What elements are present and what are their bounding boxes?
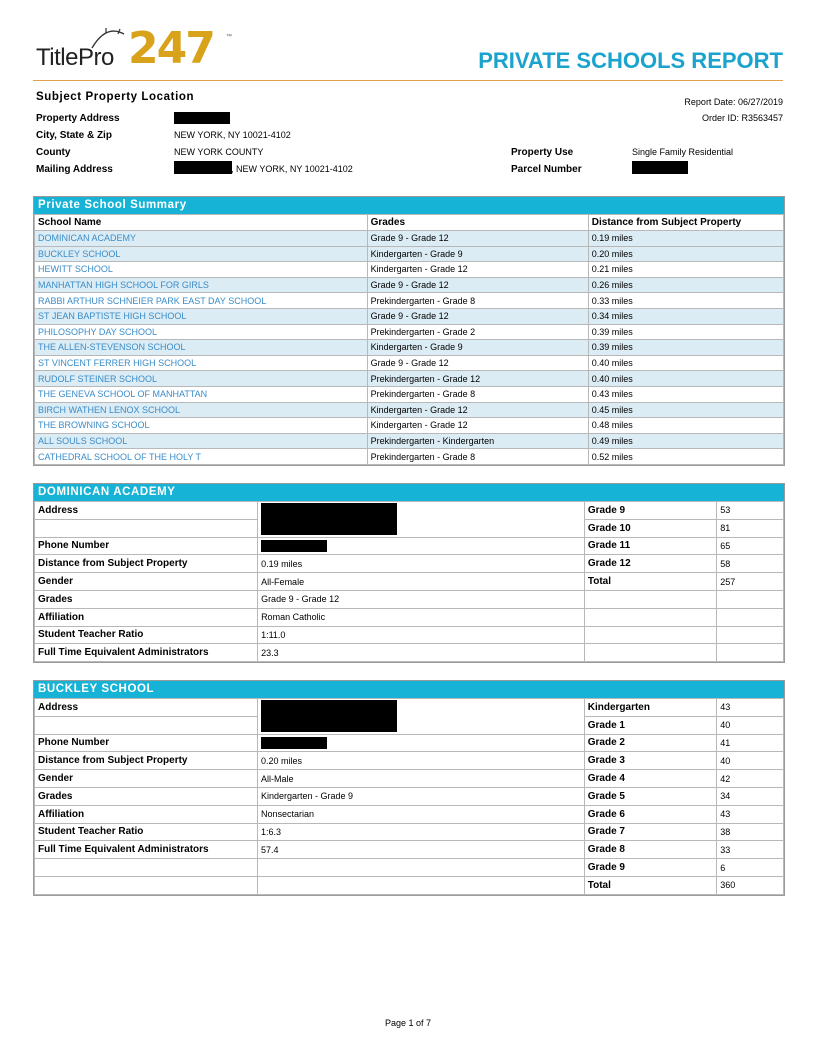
detail-row	[35, 644, 784, 662]
distance-cell: 0.43 miles	[588, 386, 783, 402]
grades-cell: Prekindergarten - Grade 2	[367, 324, 588, 340]
distance-label: Distance from Subject Property	[35, 752, 258, 770]
affiliation-label: Affiliation	[35, 608, 258, 626]
summary-header-row	[35, 215, 784, 231]
grades-cell: Kindergarten - Grade 9	[367, 246, 588, 262]
parcel-number-redacted	[632, 161, 688, 174]
grades-cell: Prekindergarten - Kindergarten	[367, 433, 588, 449]
mailing-address-value: , NEW YORK, NY 10021-4102	[231, 164, 353, 174]
enrollment-count: 34	[717, 787, 784, 805]
property-use-label: Property Use	[511, 147, 574, 158]
logo-trademark: ™	[226, 34, 232, 40]
school-name-link[interactable]: BUCKLEY SCHOOL	[35, 246, 368, 262]
subject-section-title: Subject Property Location	[36, 91, 195, 103]
address-redacted-cell	[258, 502, 585, 538]
school-name-link[interactable]: MANHATTAN HIGH SCHOOL FOR GIRLS	[35, 277, 368, 293]
address-redacted-cell	[258, 699, 585, 735]
table-row	[35, 262, 784, 278]
distance-cell: 0.21 miles	[588, 262, 783, 278]
county-value: NEW YORK COUNTY	[174, 147, 264, 157]
phone-cell	[258, 734, 585, 752]
school-name-link[interactable]: ST JEAN BAPTISTE HIGH SCHOOL	[35, 308, 368, 324]
admins-label: Full Time Equivalent Administrators	[35, 644, 258, 662]
enrollment-total: 257	[717, 573, 784, 591]
column-header-distance: Distance from Subject Property	[588, 215, 783, 231]
enrollment-count: 58	[717, 555, 784, 573]
column-header-school-name: School Name	[35, 215, 368, 231]
gender-label: Gender	[35, 573, 258, 591]
titlepro247-logo	[36, 24, 236, 76]
gender-value: All-Male	[258, 770, 585, 788]
order-id: Order ID: R3563457	[701, 113, 783, 123]
detail-row	[35, 770, 784, 788]
city-state-zip-value: NEW YORK, NY 10021-4102	[174, 130, 291, 140]
detail-row	[35, 841, 784, 859]
distance-cell: 0.33 miles	[588, 293, 783, 309]
school-name-link[interactable]: PHILOSOPHY DAY SCHOOL	[35, 324, 368, 340]
summary-table-title: Private School Summary	[34, 197, 784, 214]
enrollment-grade-label: Grade 7	[584, 823, 717, 841]
admins-value: 23.3	[258, 644, 585, 662]
distance-cell: 0.39 miles	[588, 340, 783, 356]
affiliation-value: Roman Catholic	[258, 608, 585, 626]
grades-cell: Grade 9 - Grade 12	[367, 355, 588, 371]
private-school-summary-table	[33, 196, 785, 466]
empty-cell	[717, 644, 784, 662]
enrollment-grade-label: Grade 1	[584, 716, 717, 734]
grades-cell: Grade 9 - Grade 12	[367, 231, 588, 247]
grades-label: Grades	[35, 787, 258, 805]
enrollment-total: 360	[717, 876, 784, 894]
enrollment-count: 43	[717, 699, 784, 717]
enrollment-grade-label: Grade 2	[584, 734, 717, 752]
empty-cell	[35, 519, 258, 537]
detail-row	[35, 699, 784, 717]
enrollment-grade-label: Grade 8	[584, 841, 717, 859]
parcel-number-label: Parcel Number	[511, 164, 582, 175]
distance-cell: 0.40 miles	[588, 371, 783, 387]
enrollment-count: 40	[717, 752, 784, 770]
school-name-link[interactable]: ST VINCENT FERRER HIGH SCHOOL	[35, 355, 368, 371]
enrollment-grade-label: Grade 9	[584, 859, 717, 877]
school-detail-title: DOMINICAN ACADEMY	[34, 484, 784, 501]
table-row	[35, 402, 784, 418]
grades-cell: Grade 9 - Grade 12	[367, 277, 588, 293]
grades-cell: Kindergarten - Grade 12	[367, 402, 588, 418]
detail-row	[35, 787, 784, 805]
empty-cell	[717, 626, 784, 644]
school-name-link[interactable]: CATHEDRAL SCHOOL OF THE HOLY T	[35, 449, 368, 465]
enrollment-count: 33	[717, 841, 784, 859]
ratio-label: Student Teacher Ratio	[35, 626, 258, 644]
school-name-link[interactable]: THE GENEVA SCHOOL OF MANHATTAN	[35, 386, 368, 402]
grades-cell: Kindergarten - Grade 12	[367, 418, 588, 434]
table-row	[35, 340, 784, 356]
enrollment-count: 40	[717, 716, 784, 734]
property-use-value: Single Family Residential	[632, 147, 734, 157]
affiliation-value: Nonsectarian	[258, 805, 585, 823]
grades-value: Grade 9 - Grade 12	[258, 590, 585, 608]
address-redaction	[261, 700, 397, 732]
grades-cell: Kindergarten - Grade 12	[367, 262, 588, 278]
distance-value: 0.19 miles	[258, 555, 585, 573]
detail-row	[35, 502, 784, 520]
enrollment-grade-label: Grade 10	[584, 519, 716, 537]
county-label: County	[36, 147, 71, 158]
table-row	[35, 449, 784, 465]
grades-cell: Prekindergarten - Grade 12	[367, 371, 588, 387]
grades-value: Kindergarten - Grade 9	[258, 787, 585, 805]
gender-label: Gender	[35, 770, 258, 788]
gender-value: All-Female	[258, 573, 585, 591]
enrollment-grade-label: Kindergarten	[584, 699, 717, 717]
grades-cell: Grade 9 - Grade 12	[367, 308, 588, 324]
phone-redaction	[261, 737, 327, 749]
table-row	[35, 371, 784, 387]
detail-row	[35, 752, 784, 770]
detail-row	[35, 805, 784, 823]
detail-row	[35, 823, 784, 841]
empty-cell	[35, 859, 258, 877]
detail-row	[35, 734, 784, 752]
detail-row	[35, 876, 784, 894]
table-row	[35, 386, 784, 402]
enrollment-count: 6	[717, 859, 784, 877]
school-detail-dominican-academy	[33, 483, 785, 663]
school-name-link[interactable]: BIRCH WATHEN LENOX SCHOOL	[35, 402, 368, 418]
school-name-link[interactable]: RABBI ARTHUR SCHNEIER PARK EAST DAY SCHOOL	[35, 293, 368, 309]
grades-cell: Prekindergarten - Grade 8	[367, 449, 588, 465]
grades-label: Grades	[35, 590, 258, 608]
distance-cell: 0.49 miles	[588, 433, 783, 449]
grades-cell: Prekindergarten - Grade 8	[367, 386, 588, 402]
detail-row	[35, 859, 784, 877]
distance-cell: 0.34 miles	[588, 308, 783, 324]
empty-cell	[35, 876, 258, 894]
empty-cell	[584, 644, 716, 662]
detail-row	[35, 555, 784, 573]
header-divider	[33, 80, 783, 81]
enrollment-grade-label: Grade 9	[584, 502, 716, 520]
distance-cell: 0.48 miles	[588, 418, 783, 434]
enrollment-total-label: Total	[584, 573, 716, 591]
grades-cell: Prekindergarten - Grade 8	[367, 293, 588, 309]
city-state-zip-label: City, State & Zip	[36, 130, 112, 141]
enrollment-count: 65	[717, 537, 784, 555]
enrollment-grade-label: Grade 6	[584, 805, 717, 823]
detail-row	[35, 590, 784, 608]
distance-cell: 0.52 miles	[588, 449, 783, 465]
table-row	[35, 231, 784, 247]
distance-label: Distance from Subject Property	[35, 555, 258, 573]
school-detail-title: BUCKLEY SCHOOL	[34, 681, 784, 698]
school-detail-buckley-school	[33, 680, 785, 896]
distance-cell: 0.19 miles	[588, 231, 783, 247]
phone-label: Phone Number	[35, 734, 258, 752]
distance-cell: 0.26 miles	[588, 277, 783, 293]
enrollment-count: 81	[717, 519, 784, 537]
page-number: Page 1 of 7	[384, 1018, 432, 1028]
school-name-link[interactable]: RUDOLF STEINER SCHOOL	[35, 371, 368, 387]
admins-value: 57.4	[258, 841, 585, 859]
school-name-link[interactable]: DOMINICAN ACADEMY	[35, 231, 368, 247]
report-date: Report Date: 06/27/2019	[684, 97, 783, 107]
detail-row	[35, 537, 784, 555]
empty-cell	[258, 859, 585, 877]
enrollment-grade-label: Grade 3	[584, 752, 717, 770]
mailing-address-redacted	[174, 161, 232, 174]
table-row	[35, 324, 784, 340]
report-title: PRIVATE SCHOOLS REPORT	[478, 48, 783, 73]
table-row	[35, 418, 784, 434]
empty-cell	[258, 876, 585, 894]
detail-row	[35, 626, 784, 644]
enrollment-grade-label: Grade 4	[584, 770, 717, 788]
ratio-value: 1:6.3	[258, 823, 585, 841]
enrollment-grade-label: Grade 12	[584, 555, 716, 573]
school-name-link[interactable]: THE BROWNING SCHOOL	[35, 418, 368, 434]
grades-cell: Kindergarten - Grade 9	[367, 340, 588, 356]
property-address-redacted	[174, 112, 230, 124]
enrollment-count: 43	[717, 805, 784, 823]
table-row	[35, 277, 784, 293]
detail-row	[35, 573, 784, 591]
school-name-link[interactable]: THE ALLEN-STEVENSON SCHOOL	[35, 340, 368, 356]
empty-cell	[584, 626, 716, 644]
affiliation-label: Affiliation	[35, 805, 258, 823]
address-redaction	[261, 503, 397, 535]
table-row	[35, 246, 784, 262]
table-row	[35, 433, 784, 449]
logo-text: TitlePro	[36, 44, 114, 71]
school-name-link[interactable]: HEWITT SCHOOL	[35, 262, 368, 278]
address-label: Address	[35, 699, 258, 717]
enrollment-count: 42	[717, 770, 784, 788]
mailing-address-label: Mailing Address	[36, 164, 113, 175]
enrollment-count: 41	[717, 734, 784, 752]
table-row	[35, 293, 784, 309]
column-header-grades: Grades	[367, 215, 588, 231]
phone-label: Phone Number	[35, 537, 258, 555]
empty-cell	[584, 608, 716, 626]
distance-cell: 0.40 miles	[588, 355, 783, 371]
detail-row	[35, 608, 784, 626]
empty-cell	[717, 608, 784, 626]
enrollment-count: 53	[717, 502, 784, 520]
ratio-value: 1:11.0	[258, 626, 585, 644]
phone-redaction	[261, 540, 327, 552]
empty-cell	[35, 716, 258, 734]
table-row	[35, 308, 784, 324]
empty-cell	[717, 590, 784, 608]
admins-label: Full Time Equivalent Administrators	[35, 841, 258, 859]
address-label: Address	[35, 502, 258, 520]
table-row	[35, 355, 784, 371]
enrollment-total-label: Total	[584, 876, 717, 894]
distance-cell: 0.45 miles	[588, 402, 783, 418]
enrollment-grade-label: Grade 5	[584, 787, 717, 805]
enrollment-grade-label: Grade 11	[584, 537, 716, 555]
distance-cell: 0.20 miles	[588, 246, 783, 262]
property-address-label: Property Address	[36, 113, 120, 124]
school-name-link[interactable]: ALL SOULS SCHOOL	[35, 433, 368, 449]
logo-number: 247	[128, 23, 214, 74]
enrollment-count: 38	[717, 823, 784, 841]
distance-cell: 0.39 miles	[588, 324, 783, 340]
empty-cell	[584, 590, 716, 608]
ratio-label: Student Teacher Ratio	[35, 823, 258, 841]
phone-cell	[258, 537, 585, 555]
distance-value: 0.20 miles	[258, 752, 585, 770]
